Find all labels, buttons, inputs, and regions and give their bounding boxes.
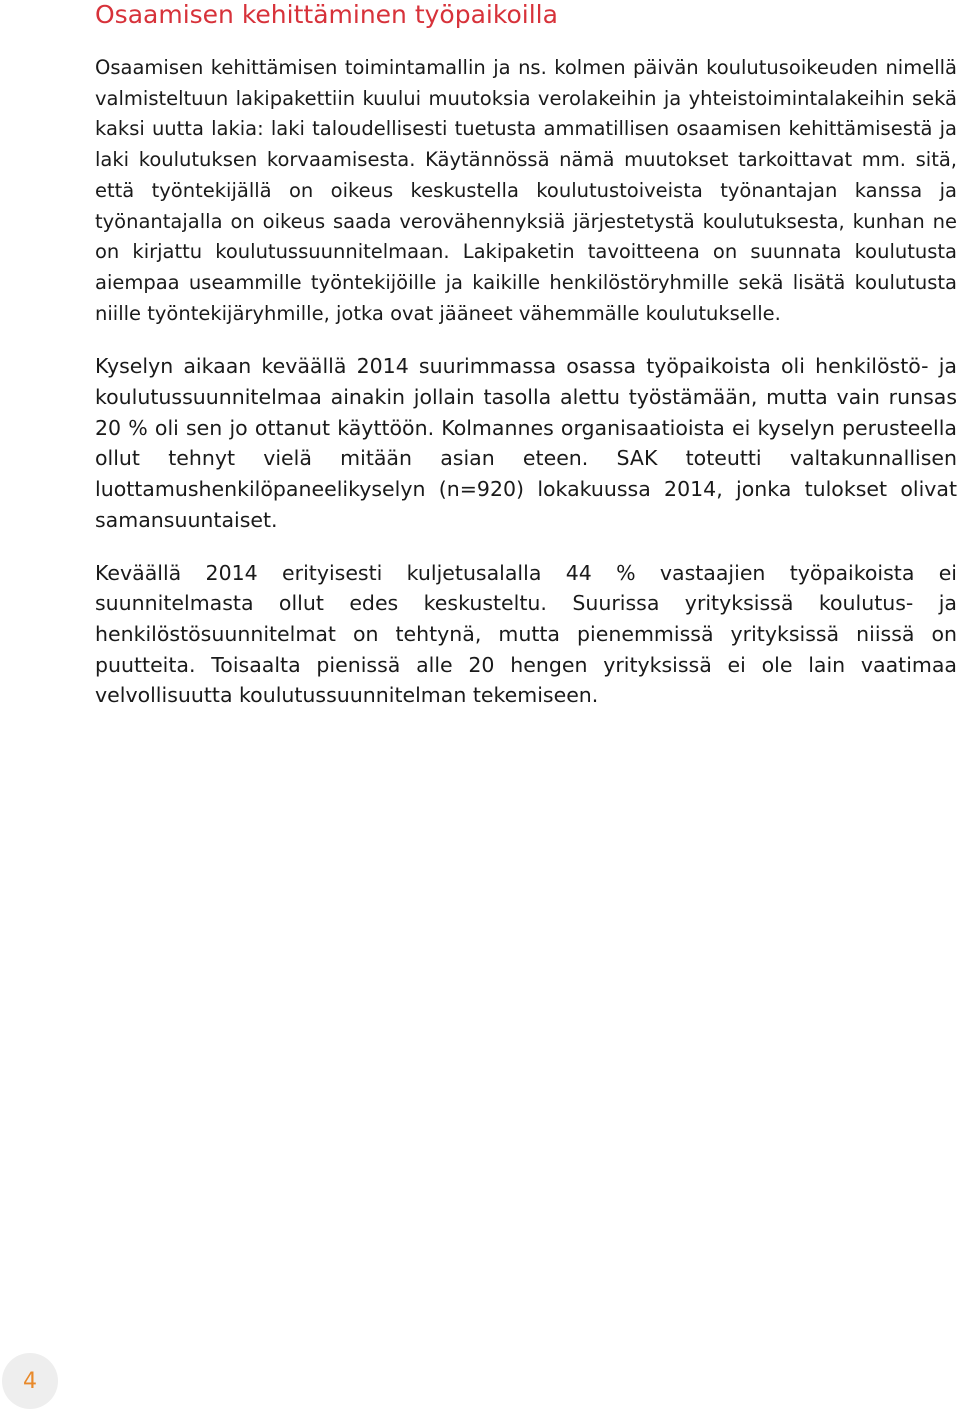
body-text: [95, 53, 957, 711]
page-number: 4: [23, 1368, 37, 1394]
page-title: Osaamisen kehittäminen työpaikoilla: [95, 0, 558, 29]
page-number-badge: [2, 1353, 58, 1409]
paragraph-2: Kyselyn aikaan keväällä 2014 suurimmassa osassa työpaikoista oli henkilöstö- ja koulutussuunnitelmaa ainakin jollain tasolla alettu työstämään, mutta vain runsas 20 % oli sen jo ottanut käyttöön. Kolmannes organisaatioista ei kyselyn perusteella ollut tehnyt vielä mitään asian eteen. SAK toteutti valtakunnallisen luottamushenkilöpaneelikyselyn (n=920) lokakuussa 2014, jonka tulokset olivat samansuuntaiset.: [95, 354, 957, 532]
paragraph-3: Keväällä 2014 erityisesti kuljetusalalla 44 % vastaajien työpaikoista ei suunnitelmasta ollut edes keskusteltu. Suurissa yrityksissä koulutus- ja henkilöstösuunnitelmat on tehtynä, mutta pienemmissä yrityksissä niissä on puutteita. Toisaalta pienissä alle 20 hengen yrityksissä ei ole lain vaatimaa velvollisuutta koulutussuunnitelman tekemiseen.: [95, 560, 957, 708]
paragraph-1: Osaamisen kehittämisen toimintamallin ja ns. kolmen päivän koulutusoikeuden nimellä valmisteltuun lakipakettiin kuului muutoksia verolakeihin ja yhteistoimintalakeihin sekä kaksi uutta lakia: laki taloudellisesti tuetusta ammatillisen osaamisen kehittämisestä ja laki koulutuksen korvaamisesta. Käytännössä nämä muutokset tarkoittavat mm. sitä, että työntekijällä on oikeus keskustella koulutustoiveista työnantajan kanssa ja työnantajalla on oikeus saada verovähennyksiä järjestetystä koulutuksesta, kunhan ne on kirjattu koulutussuunnitelmaan. Lakipaketin tavoitteena on suunnata koulutusta aiempaa useammille työntekijöille ja kaikille henkilöstöryhmille sekä lisätä koulutusta niille työntekijäryhmille, jotka ovat jääneet vähemmälle koulutukselle.: [95, 56, 957, 325]
